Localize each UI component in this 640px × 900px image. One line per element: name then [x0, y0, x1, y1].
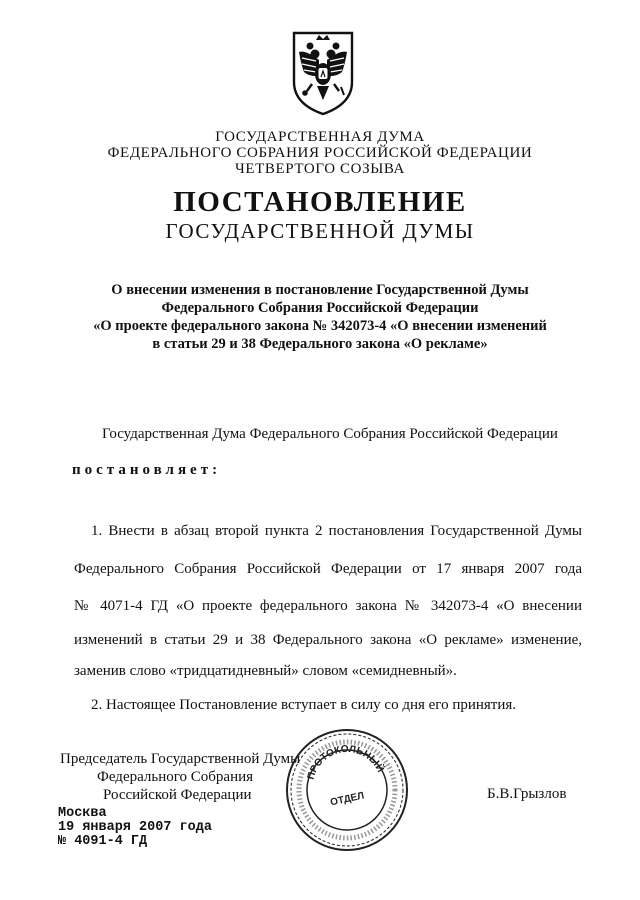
subject-line-3: «О проекте федерального закона № 342073-4 «О внесении изменений [93, 318, 547, 334]
paragraph-1-line-1: 1. Внести в абзац второй пункта 2 постановления Государственной Думы [91, 523, 582, 539]
paragraph-1-line-3: № 4071-4 ГД «О проекте федерального закона № 342073-4 «О внесении [74, 598, 582, 614]
signatory-position-line-2: Федерального Собрания [97, 769, 254, 785]
footer-city: Москва [58, 806, 107, 821]
paragraph-1-line-4: изменений в статьи 29 и 38 Федерального закона «О рекламе» изменение, [74, 632, 582, 648]
resolves-word: постановляет: [72, 462, 222, 478]
header-line-2: ФЕДЕРАЛЬНОГО СОБРАНИЯ РОССИЙСКОЙ ФЕДЕРАЦИИ [107, 145, 533, 161]
signatory-position-line-3: Российской Федерации [103, 787, 252, 803]
stamp-center-text: ОТДЕЛ [329, 790, 366, 809]
document-title: ПОСТАНОВЛЕНИЕ [173, 186, 467, 218]
paragraph-1-line-5: заменив слово «тридцатидневный» словом «семидневный». [74, 663, 457, 679]
paragraph-1-line-2: Федерального Собрания Российской Федерации от 17 января 2007 года [74, 561, 582, 577]
header-line-1: ГОСУДАРСТВЕННАЯ ДУМА [215, 129, 425, 145]
document-subtitle: ГОСУДАРСТВЕННОЙ ДУМЫ [165, 219, 475, 243]
signatory-position-line-1: Председатель Государственной Думы [60, 751, 301, 767]
signatory-name: Б.В.Грызлов [487, 786, 567, 802]
protocol-department-stamp-icon [283, 726, 411, 854]
header-line-3: ЧЕТВЕРТОГО СОЗЫВА [235, 161, 405, 177]
coat-of-arms-eagle-icon [290, 30, 356, 116]
stamp-arc-text: ПРОТОКОЛЬНЫЙ [305, 743, 386, 781]
paragraph-2: 2. Настоящее Постановление вступает в силу со дня его принятия. [91, 697, 517, 713]
footer-document-number: № 4091-4 ГД [58, 834, 148, 849]
footer-date: 19 января 2007 года [58, 820, 212, 835]
subject-line-2: Федерального Собрания Российской Федерации [161, 300, 479, 316]
preamble-line: Государственная Дума Федерального Собрания Российской Федерации [102, 426, 558, 442]
subject-line-4: в статьи 29 и 38 Федерального закона «О рекламе» [152, 336, 488, 352]
subject-line-1: О внесении изменения в постановление Государственной Думы [111, 282, 529, 298]
